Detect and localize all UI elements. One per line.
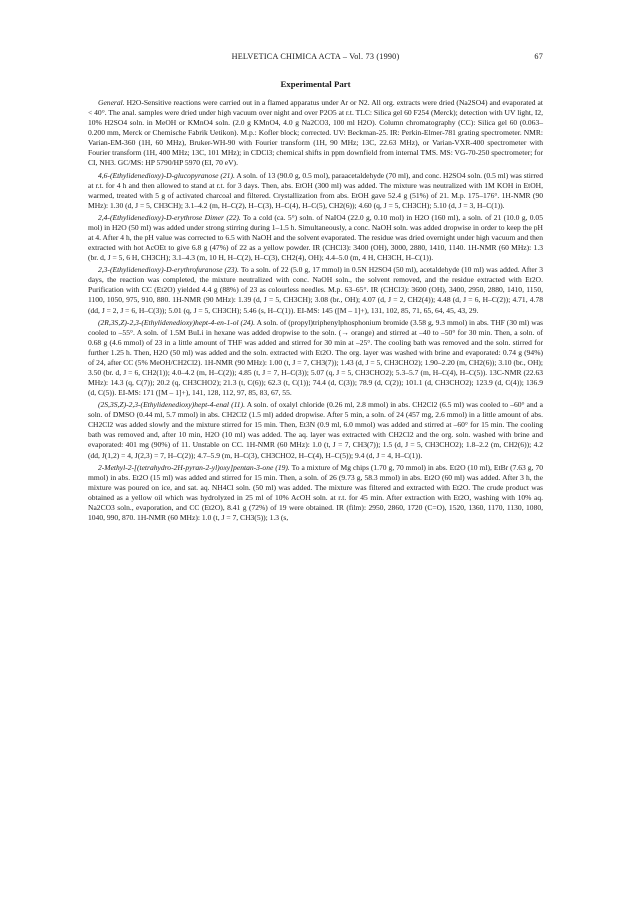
paragraph-general: [88, 98, 543, 168]
paragraph-text: To a soln. of 22 (5.0 g, 17 mmol) in 0.5N H2SO4 (50 ml), acetaldehyde (10 ml) was added. After 3 days, the reaction was completed, the mixture neutralized with conc. NaOH soln., the solvent removed, and the residue extracted with Et2O. Purification with CC (Et2O) yielded 4.4 g (88%) of 23 as colourless needles. M.p. 63–65°. IR (CHCl3): 3600 (OH), 3400, 2950, 2880, 1410, 1150, 1100, 1050, 975, 910, 880. 1H-NMR (90 MHz): 1.39 (d, J = 5, CH3CH); 3.08 (br., OH); 4.07 (d, J = 2, CH2(4)); 4.48 (d, J = 6, H–C(2)); 4.71, 4.78 (dd, J = 2, J = 6, H–C(3)); 5.01 (q, J = 5, CH3CH); 5.46 (s, H–C(1)). EI-MS: 145 ([M – 1]+), 131, 102, 85, 71, 65, 64, 45, 43, 29.: [88, 265, 543, 315]
section-title: Experimental Part: [280, 79, 351, 89]
paragraph-lead: (2S,3S,Z)-2,3-(Ethylidenedioxy)hept-4-enal (11).: [98, 400, 245, 410]
paragraph-compound-23: [88, 265, 543, 315]
paragraph-text: A soln. of (propyl)triphenylphosphonium bromide (3.58 g, 9.3 mmol) in abs. THF (30 ml) was cooled to –55°. A soln. of 1.5M BuLi in hexane was added dropwise to the soln. (→ orange) and stirred at –40 to –50° for 30 min. Then, a soln. of 0.68 g (4.6 mmol) of 23 in a little amount of THF was added and stirred for 30 min at –25°. The cooling bath was removed and the soln. stirred for further 1.25 h. Then, H2O (50 ml) was added and the soln. extracted with Et2O. The org. layer was washed with brine and evaporated: 0.74 g (94%) of 24, after CC (5% MeOH/CH2Cl2). 1H-NMR (90 MHz): 1.00 (t, J = 7, CH3(7)); 1.43 (d, J = 5, CH3CHO2); 1.90–2.20 (m, CH2(6)); 3.10 (br., OH); 3.50 (br. d, J = 6, CH2(1)); 4.0–4.2 (m, H–C(2)); 4.85 (t, J = 7, H–C(3)); 5.07 (q, J = 5, CH3CHO2); 5.3–5.7 (m, H–C(4), H–C(5)). 13C-NMR (22.63 MHz): 14.3 (q, C(7)); 20.2 (q, CH3CHO2); 21.3 (t, C(6)); 62.3 (t, C(1)); 74.4 (d, C(3)); 78.9 (d, C(2)); 101.1 (d, CH3CHO2); 123.9 (d, C(4)); 136.9 (d, C(5)). EI-MS: 171 ([M – 1]+), 141, 128, 112, 97, 85, 83, 67, 55.: [88, 317, 543, 398]
paragraph-lead: 2-Methyl-2-[(tetrahydro-2H-pyran-2-yl)oxy]pentan-3-one (19).: [98, 462, 290, 472]
paragraph-text: A soln. of 13 (90.0 g, 0.5 mol), paraacetaldehyde (70 ml), and conc. H2SO4 soln. (0.5 ml) was stirred at r.t. for 4 h and then allowed to stand at r.t. for 3 days. Then, abs. EtOH (300 ml) was added. The mixture was neutralized with 1M KOH in EtOH, warmed, treated with 5 g of activated charcoal and filtered. Crystallization from abs. EtOH gave 52.4 g (51%) of 21. M.p. 175–176°. 1H-NMR (90 MHz): 1.30 (d, J = 5, CH3CH); 3.1–4.2 (m, H–C(2), H–C(3), H–C(4), H–C(5), CH2(6)); 4.60 (q, J = 5, CH3CH); 5.10 (d, J = 3, H–C(1)).: [88, 170, 544, 210]
paragraph-compound-22: [88, 213, 543, 263]
paragraph-compound-19: [88, 463, 543, 523]
paragraph-lead: 4,6-(Ethylidenedioxy)-D-glucopyranose (21).: [98, 170, 235, 180]
paragraph-lead: (2R,3S,Z)-2,3-(Ethylidenedioxy)hept-4-en-1-ol (24).: [98, 317, 256, 327]
paragraph-lead: 2,3-(Ethylidenedioxy)-D-erythrofuranose (23).: [98, 265, 239, 275]
paragraph-text: To a cold (ca. 5°) soln. of NaIO4 (22.0 g, 0.10 mol) in H2O (160 ml), a soln. of 21 (10.0 g, 0.05 mol) in H2O (50 ml) was added under strong stirring during 1–1.5 h. Simultaneously, a conc. NaOH soln. was added dropwise in order to keep the pH at 4. After 4 h, the pH value was corrected to 6.5 with NaOH and the solvent evaporated. The residue was dried overnight under high vacuum and then extracted with hot AcOEt to give 6.8 g (47%) of 22 as a yellow powder. IR (CHCl3): 3400 (OH), 3000, 2880, 1410, 1140. 1H-NMR (60 MHz): 1.3 (br. d, J = 5, 6 H, CH3CH); 3.1–4.3 (m, 10 H, H–C(2), H–C(3), CH2(4), OH); 4.4–5.0 (m, 4 H, CH3CH, H–C(1)).: [88, 212, 543, 263]
paragraph-compound-24: [88, 318, 543, 398]
paragraph-compound-11: [88, 400, 543, 460]
running-header: [88, 52, 543, 61]
journal-title: HELVETICA CHIMICA ACTA – Vol. 73 (1990): [231, 52, 400, 61]
page-number: 67: [534, 52, 543, 61]
experimental-text: [88, 98, 543, 523]
paragraph-text: A soln. of oxalyl chloride (0.26 ml, 2.8 mmol) in abs. CH2Cl2 (6.5 ml) was cooled to –60° and a soln. of DMSO (0.44 ml, 5.7 mmol) in abs. CH2Cl2 (1.5 ml) added dropwise. After 5 min, a soln. of 24 (457 mg, 2.6 mmol) in a little amount of abs. CH2Cl2 was added slowly and the mixture stirred for 15 min. Then, Et3N (0.9 ml, 6.0 mmol) was added and stirred at –60° for 15 min. The cooling bath was removed and, after 10 min, H2O (10 ml) was added. The aq. layer was extracted with CH2Cl2 and the org. soln. washed with brine and evaporated: 401 mg (90%) of 11. Unstable on CC. 1H-NMR (60 MHz): 1.0 (t, J = 7, CH3(7)); 1.5 (d, J = 5, CH3CHO2); 1.8–2.2 (m, CH2(6)); 4.2 (dd, J(1,2) = 4, J(2,3) = 7, H–C(2)); 4.7–5.9 (m, H–C(3), CH3CHO2, H–C(4), H–C(5)); 9.4 (d, J = 4, H–C(1)).: [88, 400, 543, 460]
paragraph-text: To a mixture of Mg chips (1.70 g, 70 mmol) in abs. Et2O (10 ml), EtBr (7.63 g, 70 mmol) in abs. Et2O (15 ml) was added and stirred for 15 min. Then, a soln. of 26 (9.73 g, 58.3 mmol) in abs. Et2O (60 ml) was added. After 3 h, the mixture was poured on ice, and sat. aq. NH4Cl soln. (50 ml) was added. The mixture was filtered and extracted with Et2O. The crude product was obtained as a yellow oil which was hydrolyzed in 25 ml of 10% AcOH soln. at r.t. for 45 min. After extraction with Et2O, washing with 10% aq. Na2CO3 soln., evaporation, and CC (Et2O), 8.41 g (72%) of 19 were obtained. IR (film): 2950, 2860, 1720 (C=O), 1520, 1360, 1170, 1130, 1080, 1040, 990, 870. 1H-NMR (60 MHz): 1.0 (t, J = 7, CH3(5)); 1.3 (s,: [88, 462, 543, 522]
paragraph-lead: General.: [98, 98, 125, 107]
paragraph-compound-21: [88, 171, 543, 211]
paragraph-text: H2O-Sensitive reactions were carried out in a flamed apparatus under Ar or N2. All org. extracts were dried (Na2SO4) and evaporated at < 40°. The anal. samples were dried under high vacuum over night and over P2O5 at r.t. TLC: Silica gel 60 F254 (Merck); detection with UV light, I2, 10% H2SO4 soln. in MeOH or KMnO4 soln. (2.0 g KMnO4, 4.0 g Na2CO3, 100 ml H2O). Column chromatography (CC): Silica gel 60 (0.063–0.200 mm, Merck or Chemische Fabrik Uetikon). M.p.: Kofler block; corrected. UV: Beckman-25. IR: Perkin-Elmer-781 grating spectrometer. NMR: Varian-EM-360 (1H, 60 MHz), Bruker-WH-90 with Fourier transform (1H, 90 MHz; 13C, 22.63 MHz), or Varian-VXR-400 spectrometer with Fourier transform (1H, 400 MHz; 13C, 101 MHz); in CDCl3; chemical shifts in ppm downfield from internal TMS. MS: VG-70-250 spectrometer; for CI, NH3. GC/MS: HP 5790/HP 5970 (EI, 70 eV).: [88, 98, 543, 168]
paragraph-lead: 2,4-(Ethylidenedioxy)-D-erythrose Dimer (22).: [98, 212, 241, 222]
